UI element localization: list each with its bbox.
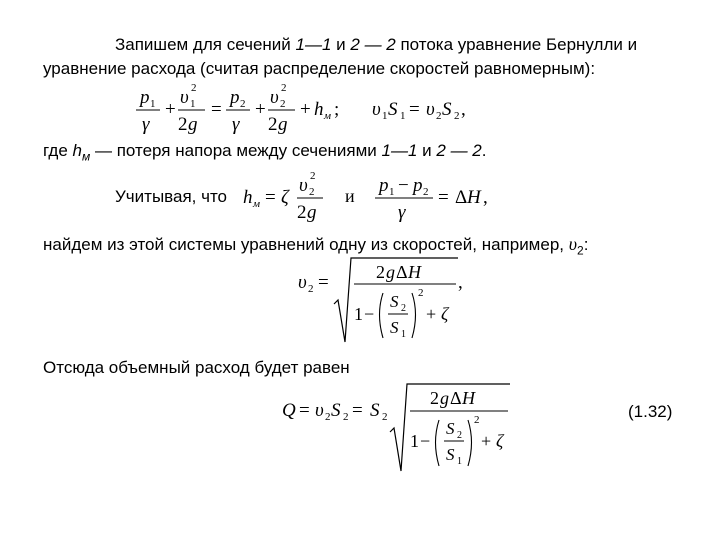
svg-text:Δ: Δ (396, 262, 408, 282)
where-text-a: где (43, 141, 73, 160)
svg-text:+: + (426, 304, 437, 324)
svg-text:2: 2 (474, 414, 480, 426)
svg-text:2: 2 (268, 114, 278, 135)
svg-text:S: S (442, 99, 452, 120)
svg-text:g: g (278, 114, 288, 135)
where-section-1-1: 1—1 (381, 141, 418, 160)
svg-text:1: 1 (150, 98, 156, 110)
bernoulli-formula (130, 78, 475, 138)
svg-text:1: 1 (410, 431, 419, 451)
velocity-symbol: υ (568, 234, 577, 254)
head-loss-symbol: h (72, 141, 83, 160)
svg-text:1: 1 (389, 186, 395, 198)
svg-text:2: 2 (343, 411, 349, 423)
svg-text:+: + (165, 99, 176, 120)
svg-text:2: 2 (436, 110, 442, 122)
intro-line-1 (115, 34, 637, 56)
svg-text:H: H (408, 262, 421, 282)
svg-text:−: − (420, 431, 431, 451)
svg-text:2: 2 (401, 303, 406, 314)
svg-text:,: , (461, 99, 466, 120)
svg-text:1: 1 (401, 329, 406, 340)
svg-text:−: − (398, 175, 409, 196)
where-text-h: . (481, 141, 487, 160)
svg-text:Δ: Δ (450, 388, 462, 408)
svg-text:υ: υ (298, 272, 307, 293)
svg-text:ζ: ζ (496, 431, 504, 451)
where-section-2-2: 2 — 2 (436, 141, 482, 160)
head-loss-subscript: м (82, 149, 91, 164)
svg-text:υ: υ (180, 87, 189, 108)
svg-text:2: 2 (325, 411, 331, 423)
svg-text:1: 1 (400, 110, 406, 122)
svg-text:1: 1 (382, 110, 388, 122)
svg-text:1: 1 (354, 304, 363, 324)
svg-text:g: g (440, 388, 449, 408)
svg-text:Δ: Δ (455, 187, 468, 208)
svg-text:υ: υ (372, 99, 381, 120)
svg-text:2: 2 (309, 186, 315, 198)
and-word: и (345, 186, 355, 206)
svg-text:H: H (462, 388, 475, 408)
find-text-d: : (583, 235, 589, 254)
svg-text:S: S (388, 99, 398, 120)
svg-text:2: 2 (454, 110, 460, 122)
where-text-d: — потеря напора между сечениями (90, 141, 382, 160)
svg-text:1: 1 (457, 456, 462, 467)
svg-text:2: 2 (376, 262, 385, 282)
svg-text:,: , (458, 272, 463, 293)
svg-text:2: 2 (191, 82, 197, 94)
svg-text:γ: γ (398, 202, 406, 223)
flow-rate-formula (282, 380, 522, 475)
svg-text:2: 2 (382, 411, 388, 423)
svg-text:м: м (324, 110, 332, 122)
svg-text:=: = (409, 99, 420, 120)
svg-text:p: p (379, 175, 389, 196)
find-text-a: найдем из этой системы уравнений одну из скоростей, например, (43, 235, 569, 254)
svg-text:p: p (413, 175, 423, 196)
flow-rate-text: Отсюда объемный расход будет равен (43, 358, 350, 377)
svg-text:γ: γ (232, 114, 240, 135)
svg-text:2: 2 (418, 287, 424, 299)
svg-text:g: g (188, 114, 198, 135)
svg-text:+: + (481, 431, 492, 451)
svg-text:ζ: ζ (281, 187, 289, 208)
svg-text:=: = (299, 400, 310, 421)
svg-text:p: p (140, 87, 150, 108)
svg-text:S: S (370, 400, 380, 421)
svg-text:g: g (386, 262, 395, 282)
svg-text:h: h (314, 99, 324, 120)
svg-text:υ: υ (299, 175, 308, 196)
intro-text-a: Запишем для сечений (115, 35, 296, 54)
svg-text:υ: υ (270, 87, 279, 108)
where-text-f: и (417, 141, 437, 160)
section-label-1-1: 1—1 (295, 35, 332, 54)
svg-text:υ: υ (426, 99, 435, 120)
svg-text:−: − (364, 304, 375, 324)
svg-text:S: S (390, 292, 399, 311)
svg-text:H: H (467, 187, 481, 208)
svg-text:+: + (255, 99, 266, 120)
svg-text:g: g (307, 202, 317, 223)
svg-text:2: 2 (240, 98, 246, 110)
svg-text:2: 2 (280, 98, 286, 110)
svg-text:1: 1 (190, 98, 196, 110)
svg-text:2: 2 (297, 202, 307, 223)
svg-text:2: 2 (281, 82, 287, 94)
svg-text:;: ; (334, 99, 340, 120)
svg-text:S: S (446, 445, 455, 464)
intro-line-2: уравнение расхода (считая распределение скоростей равномерным): (43, 59, 596, 78)
where-line (43, 140, 487, 167)
svg-text:2: 2 (178, 114, 188, 135)
intro-text-c: и (331, 35, 351, 54)
svg-text:м: м (253, 198, 261, 210)
svg-text:=: = (438, 187, 449, 208)
svg-text:=: = (211, 99, 222, 120)
svg-text:S: S (446, 419, 455, 438)
intro-text-e: потока уравнение Бернулли и (395, 35, 638, 54)
svg-text:S: S (390, 318, 399, 337)
section-label-2-2: 2 — 2 (350, 35, 396, 54)
svg-text:2: 2 (308, 283, 314, 295)
head-loss-formula (243, 168, 493, 228)
svg-text:Q: Q (282, 400, 296, 421)
svg-text:ζ: ζ (441, 304, 449, 324)
svg-text:S: S (331, 400, 341, 421)
svg-text:+: + (300, 99, 311, 120)
svg-text:=: = (265, 187, 276, 208)
svg-text:2: 2 (430, 388, 439, 408)
svg-text:=: = (318, 272, 329, 293)
svg-text:2: 2 (457, 430, 462, 441)
svg-text:2: 2 (310, 170, 316, 182)
svg-text:γ: γ (142, 114, 150, 135)
svg-text:p: p (230, 87, 240, 108)
equation-number: (1.32) (628, 402, 673, 421)
svg-text:=: = (352, 400, 363, 421)
velocity-formula (298, 256, 473, 346)
svg-text:2: 2 (423, 186, 429, 198)
velocity-subscript: 2 (577, 243, 584, 258)
svg-text:,: , (483, 187, 488, 208)
svg-text:υ: υ (315, 400, 324, 421)
svg-text:h: h (243, 187, 253, 208)
considering-text: Учитывая, что (115, 187, 228, 206)
